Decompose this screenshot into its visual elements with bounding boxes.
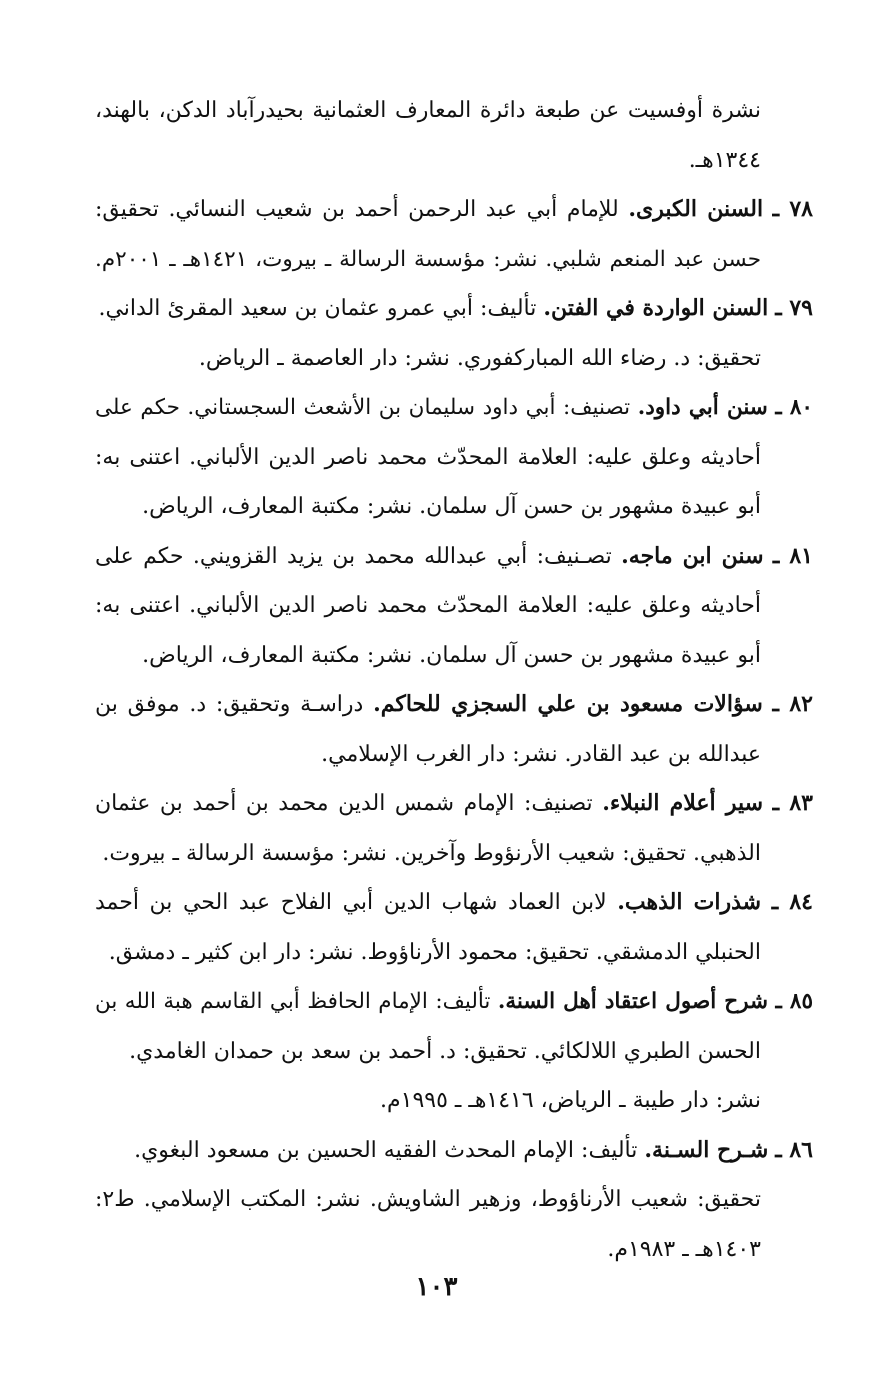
entry-line: أحاديثه وعلق عليه: العلامة المحدّث محمد ناصر الدين الألباني. اعتنى به: — [95, 444, 761, 470]
page-body — [95, 86, 813, 1274]
entry-line: أحاديثه وعلق عليه: العلامة المحدّث محمد ناصر الدين الألباني. اعتنى به: — [95, 593, 761, 618]
entry-number: ٨٢ ـ — [772, 691, 813, 717]
entry-text: تأليف: الإمام المحدث الفقيه الحسين بن مسعود البغوي. — [134, 1137, 638, 1163]
entry-first-line — [95, 1126, 813, 1176]
entry-title: شرح أصول اعتقاد أهل السنة. — [497, 989, 769, 1014]
entry-first-line — [95, 284, 813, 334]
entry-first-line — [95, 185, 813, 235]
entry-text: تصـنيف: أبي عبدالله محمد بن يزيد القزويني. حكم على — [95, 543, 612, 569]
entry-line: الحسن الطبري اللالكائي. تحقيق: د. أحمد بن سعد بن حمدان الغامدي. — [129, 1038, 761, 1064]
entry-line: أبو عبيدة مشهور بن حسن آل سلمان. نشر: مكتبة المعارف، الرياض. — [142, 642, 761, 668]
entry-line: ١٤٠٣هـ ـ ١٩٨٣م. — [607, 1236, 761, 1262]
entry-line: تحقيق: د. رضاء الله المباركفوري. نشر: دار العاصمة ـ الرياض. — [198, 345, 761, 371]
entry-number: ٨٦ ـ — [775, 1136, 813, 1163]
entry-number: ٨٤ ـ — [771, 889, 813, 915]
entry-title: السنن الواردة في الفتن. — [543, 295, 769, 321]
entry-line: الذهبي. تحقيق: شعيب الأرنؤوط وآخرين. نشر: مؤسسة الرسالة ـ بيروت. — [102, 840, 761, 866]
entry-first-line — [95, 779, 813, 829]
continuation-line: نشرة أوفسيت عن طبعة دائرة المعارف العثمانية بحيدرآباد الدكن، بالهند، — [95, 98, 761, 123]
entry-line: عبدالله بن عبد القادر. نشر: دار الغرب الإسلامي. — [321, 741, 761, 767]
entry-text: لابن العماد شهاب الدين أبي الفلاح عبد الحي بن أحمد — [95, 890, 607, 915]
entry-title: سنن ابن ماجه. — [621, 542, 764, 569]
entry-number: ٧٩ ـ — [775, 295, 813, 321]
entry-text: تصنيف: أبي داود سليمان بن الأشعث السجستاني. حكم على — [95, 395, 631, 420]
entry-title: السنن الكبرى. — [628, 196, 764, 222]
entry-text: للإمام أبي عبد الرحمن أحمد بن شعيب النسائي. تحقيق: — [95, 197, 619, 222]
entry-text: دراسـة وتحقيق: د. موفق بن — [95, 692, 364, 717]
entry-number: ٨٣ ـ — [772, 790, 813, 816]
entry-number: ٧٨ ـ — [772, 196, 813, 222]
entry-first-line — [95, 878, 813, 928]
entry-first-line — [95, 383, 813, 433]
entry-text: تأليف: الإمام الحافظ أبي القاسم هبة الله بن — [95, 989, 491, 1014]
entry-first-line — [95, 977, 813, 1027]
entry-line: أبو عبيدة مشهور بن حسن آل سلمان. نشر: مكتبة المعارف، الرياض. — [142, 494, 761, 519]
entry-number: ٨٥ ـ — [775, 989, 813, 1014]
entry-text: تصنيف: الإمام شمس الدين محمد بن أحمد بن عثمان — [95, 791, 593, 816]
entry-title: شذرات الذهب. — [617, 889, 762, 915]
entry-line: نشر: دار طيبة ـ الرياض، ١٤١٦هـ ـ ١٩٩٥م. — [380, 1088, 761, 1113]
entry-title: شـرح السـنة. — [644, 1136, 769, 1163]
entry-line: حسن عبد المنعم شلبي. نشر: مؤسسة الرسالة ـ بيروت، ١٤٢١هـ ـ ٢٠٠١م. — [95, 246, 761, 272]
entry-title: سؤالات مسعود بن علي السجزي للحاكم. — [373, 691, 763, 717]
entry-text: تأليف: أبي عمرو عثمان بن سعيد المقرئ الداني. — [98, 296, 537, 321]
entry-first-line — [95, 532, 813, 582]
entry-number: ٨٠ ـ — [775, 395, 813, 420]
entry-line: الحنبلي الدمشقي. تحقيق: محمود الأرناؤوط. نشر: دار ابن كثير ـ دمشق. — [108, 939, 761, 965]
entry-first-line — [95, 680, 813, 730]
page-number: ١٠٣ — [415, 1272, 458, 1302]
entry-line: تحقيق: شعيب الأرناؤوط، وزهير الشاويش. نشر: المكتب الإسلامي. ط٢: — [95, 1187, 761, 1212]
continuation-line: ١٣٤٤هـ. — [688, 147, 761, 173]
entry-title: سنن أبي داود. — [637, 395, 768, 420]
entry-number: ٨١ ـ — [772, 542, 813, 569]
entry-title: سير أعلام النبلاء. — [602, 790, 764, 816]
